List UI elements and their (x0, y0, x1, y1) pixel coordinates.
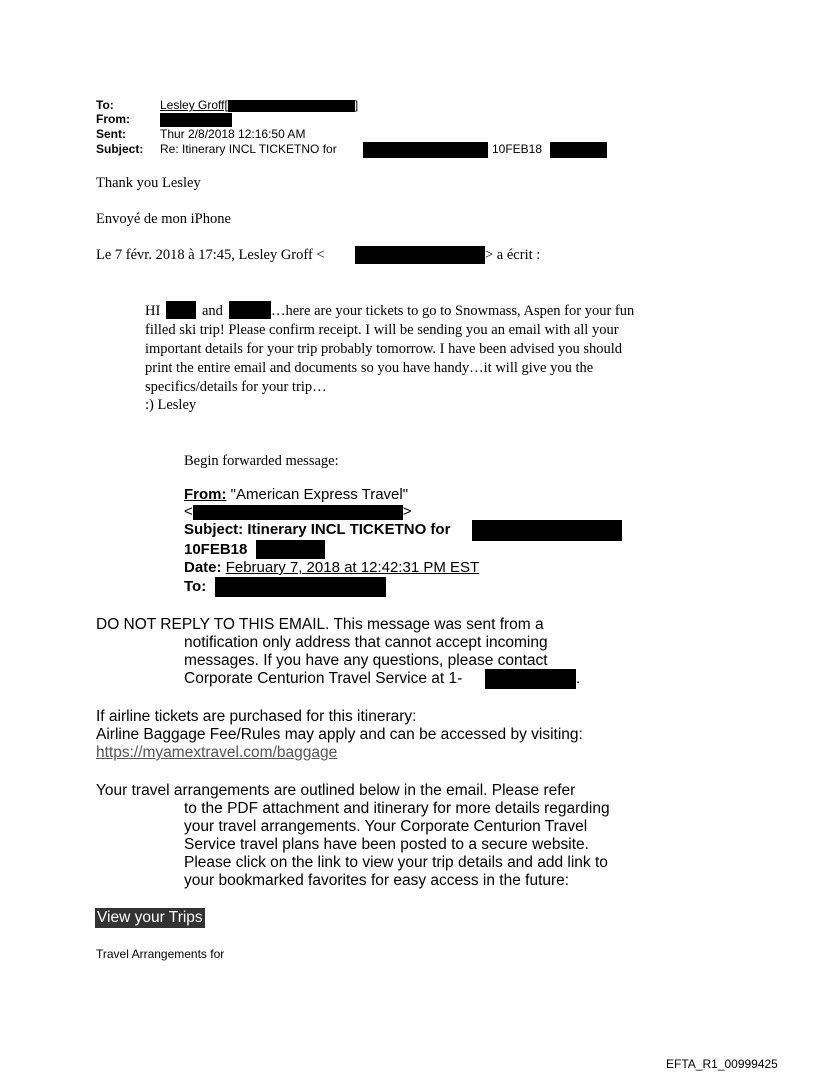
arrangements-line4: Service travel plans have been posted to a secure website. (184, 836, 589, 853)
redaction (215, 577, 386, 597)
fw-gt: > (402, 503, 412, 520)
to-value: Lesley Groff[ (160, 98, 228, 112)
sent-value: Thur 2/8/2018 12:16:50 AM (160, 127, 306, 141)
redaction (550, 142, 607, 158)
quoted-line4: print the entire email and documents so you have handy…it will give you the (145, 360, 594, 376)
baggage-line2: Airline Baggage Fee/Rules may apply and can be accessed by visiting: (96, 726, 583, 743)
header-from-row (96, 112, 232, 127)
to-label: To: (96, 98, 114, 112)
quoted-line1: …here are your tickets to go to Snowmass, Aspen for your fun (271, 303, 635, 319)
notice-line2: notification only address that cannot accept incoming (184, 634, 548, 651)
document-id: EFTA_R1_00999425 (666, 1057, 778, 1071)
redaction (256, 540, 325, 559)
reply-text: Thank you Lesley (96, 175, 201, 191)
redaction (193, 505, 403, 520)
notice-line4-end: . (576, 670, 581, 687)
baggage-line1: If airline tickets are purchased for this itinerary: (96, 708, 417, 725)
arrangements-line1: Your travel arrangements are outlined below in the email. Please refer (96, 782, 576, 799)
fw-subject-date: 10FEB18 (184, 541, 248, 558)
fw-date-row (184, 559, 479, 577)
notice-line1: DO NOT REPLY TO THIS EMAIL. This message was sent from a (96, 616, 544, 633)
arrangements-line5: Please click on the link to view your trip details and add link to (184, 854, 608, 871)
redaction (229, 301, 271, 319)
header-subject-row (96, 142, 337, 156)
quoted-line2: filled ski trip! Please confirm receipt. I will be sending you an email with all your (145, 322, 619, 338)
fw-from-email-row (184, 503, 412, 521)
header-to-row (96, 98, 358, 112)
header-sent-row (96, 127, 305, 141)
subject-label: Subject: (96, 142, 144, 156)
fw-date-label: Date: (184, 559, 222, 576)
redaction (228, 100, 355, 112)
arrangements-line2: to the PDF attachment and itinerary for more details regarding (184, 800, 610, 817)
fw-subject: Subject: Itinerary INCL TICKETNO for (184, 521, 451, 538)
begin-forwarded: Begin forwarded message: (184, 453, 339, 469)
view-trips-button[interactable]: View your Trips (97, 909, 203, 926)
from-label: From: (96, 112, 130, 126)
sent-label: Sent: (96, 127, 126, 141)
quoted-and: and (202, 303, 223, 319)
subject-value: Re: Itinerary INCL TICKETNO for (160, 142, 337, 156)
quoted-sign: :) Lesley (145, 397, 197, 413)
travel-arrangements-for: Travel Arrangements for (96, 947, 225, 961)
fw-lt: < (184, 503, 193, 520)
subject-date: 10FEB18 (492, 142, 543, 156)
quoted-line5: specifics/details for your trip… (145, 379, 327, 395)
redaction (472, 520, 622, 541)
redaction (166, 301, 196, 319)
arrangements-line3: your travel arrangements. Your Corporate Centurion Travel (184, 818, 588, 835)
to-close: ] (354, 98, 359, 112)
redaction (485, 669, 576, 689)
fw-to-label: To: (184, 578, 207, 595)
fw-from-value: "American Express Travel" (230, 486, 409, 503)
fw-from-label: From: (184, 486, 227, 503)
quote-intro-b: > a écrit : (485, 247, 541, 263)
redaction (363, 142, 488, 158)
quote-intro-a: Le 7 févr. 2018 à 17:45, Lesley Groff < (96, 247, 325, 263)
quoted-hi: HI (145, 303, 161, 319)
notice-line3: messages. If you have any questions, please contact (184, 652, 548, 669)
signature: Envoyé de mon iPhone (96, 211, 231, 227)
baggage-link[interactable]: https://myamextravel.com/baggage (96, 744, 338, 761)
notice-line4: Corporate Centurion Travel Service at 1- (184, 670, 463, 687)
quoted-line3: important details for your trip probably tomorrow. I have been advised you should (145, 341, 623, 357)
fw-date-value: February 7, 2018 at 12:42:31 PM EST (225, 559, 480, 576)
arrangements-line6: your bookmarked favorites for easy access in the future: (184, 872, 570, 889)
fw-from-row (184, 486, 408, 504)
redaction (160, 113, 232, 127)
redaction (355, 246, 485, 264)
